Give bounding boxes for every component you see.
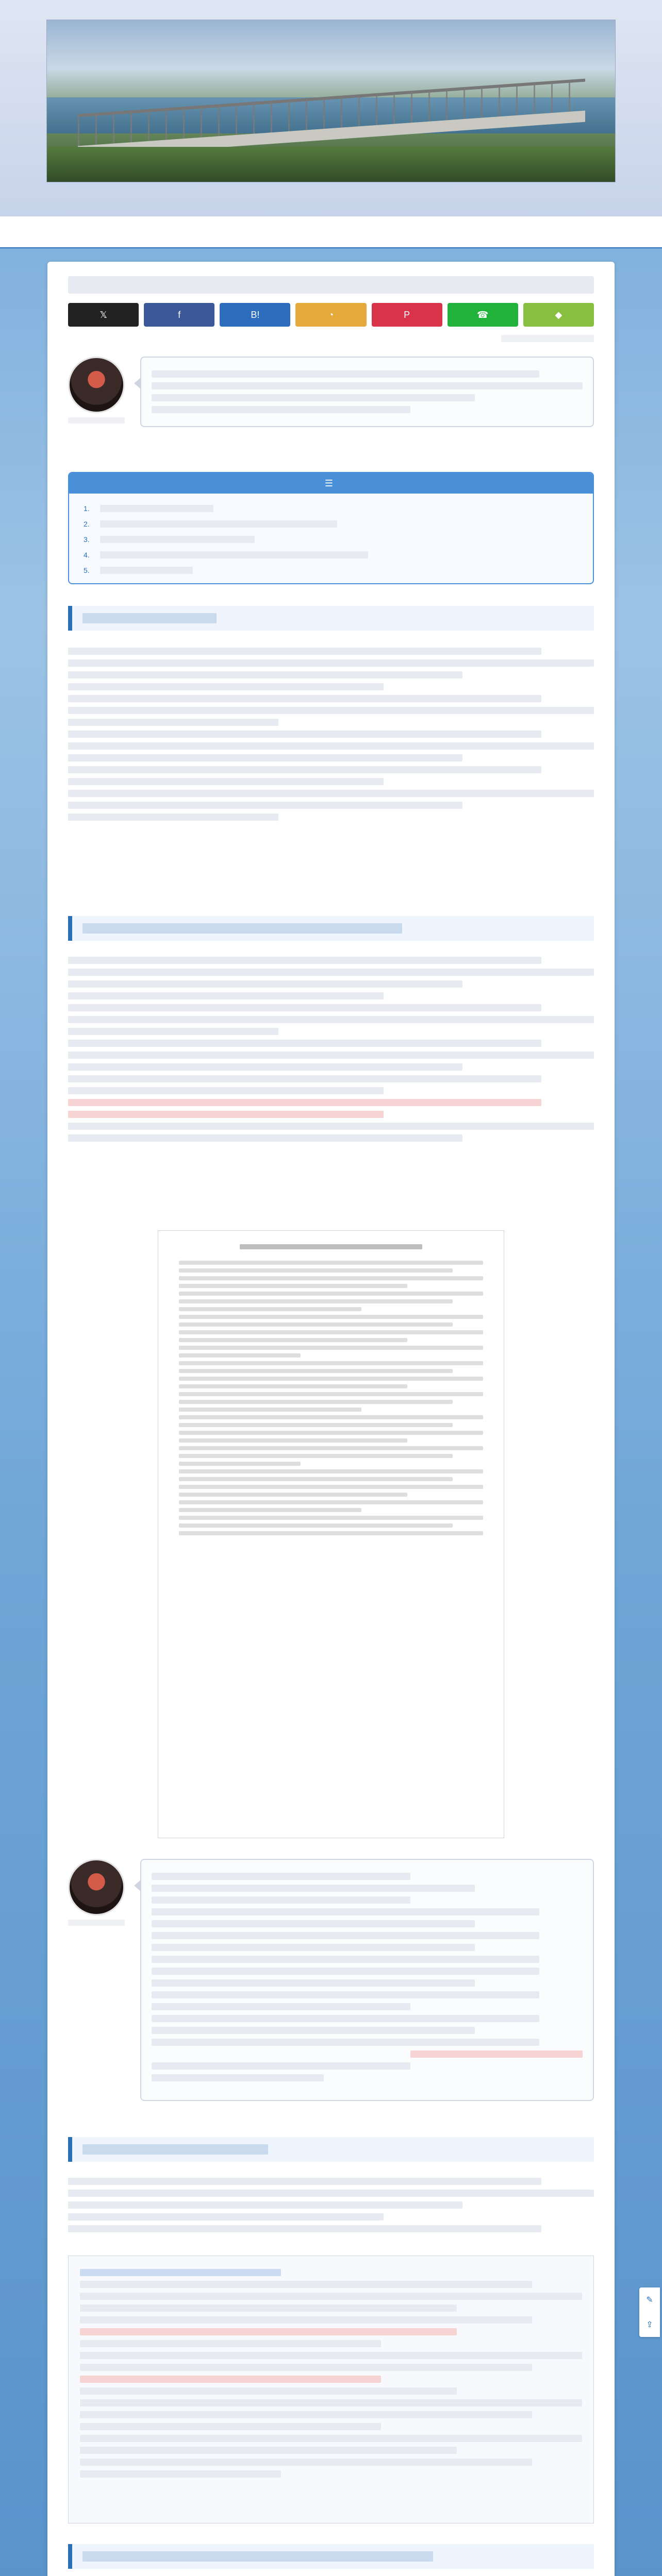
- author-balloon-budget: [68, 1859, 594, 2101]
- site-header: [0, 0, 662, 216]
- nav-item-1[interactable]: [212, 223, 258, 241]
- scanned-document-image: [158, 1230, 504, 1838]
- toc-item-number: 1.: [84, 504, 90, 513]
- list-icon: ☰: [324, 478, 334, 488]
- toc-item-5[interactable]: [84, 563, 578, 578]
- toc-item-2[interactable]: [84, 516, 578, 532]
- header-banner-image[interactable]: [46, 20, 616, 182]
- line-icon: ☎: [477, 310, 489, 320]
- toc-list: [69, 494, 593, 584]
- x-logo-icon: 𝕏: [100, 310, 107, 320]
- text-line: [152, 370, 539, 378]
- pinterest-icon: P: [404, 310, 410, 320]
- feedly-icon: ◆: [555, 310, 562, 320]
- section-1-body: [68, 643, 594, 825]
- toc-item-1[interactable]: [84, 501, 578, 516]
- share-pinterest-button[interactable]: [372, 303, 442, 327]
- banner-grass: [47, 147, 615, 182]
- floating-side-button[interactable]: [639, 2287, 660, 2337]
- share-icon[interactable]: ⇪: [646, 2320, 653, 2329]
- quoted-annual-report: [68, 2256, 594, 2523]
- pocket-icon: ◔: [328, 310, 334, 320]
- highlighted-text: [80, 2376, 381, 2383]
- speech-bubble: [140, 357, 594, 427]
- section-heading-4: [68, 2544, 594, 2569]
- author-name: [68, 417, 125, 423]
- highlighted-text: [68, 1111, 384, 1118]
- section-2-body: [68, 952, 594, 1146]
- hatena-bookmark-icon: B!: [251, 310, 260, 320]
- section-heading-3: [68, 2137, 594, 2162]
- toc-item-number: 2.: [84, 520, 90, 528]
- text-line: [152, 394, 475, 401]
- share-feedly-button[interactable]: [523, 303, 594, 327]
- facebook-icon: f: [178, 310, 181, 320]
- toc-item-number: 4.: [84, 551, 90, 559]
- toc-item-number: 5.: [84, 566, 90, 574]
- share-bar: [68, 303, 594, 327]
- speech-bubble: [140, 1859, 594, 2101]
- article-main: [47, 262, 615, 2576]
- share-line-button[interactable]: [448, 303, 518, 327]
- source-link[interactable]: [80, 2269, 281, 2276]
- text-line: [152, 382, 583, 389]
- comment-icon[interactable]: ✎: [646, 2296, 653, 2304]
- toc-toggle[interactable]: [69, 473, 593, 494]
- article-title: [68, 276, 594, 294]
- share-x-button[interactable]: [68, 303, 139, 327]
- author-name: [68, 1920, 125, 1926]
- toc-item-number: 3.: [84, 535, 90, 544]
- toc-item-3[interactable]: [84, 532, 578, 547]
- toc-item-4[interactable]: [84, 547, 578, 563]
- highlighted-text: [68, 1099, 541, 1106]
- author-avatar: [68, 357, 125, 413]
- author-avatar: [68, 1859, 125, 1916]
- highlighted-text: [80, 2328, 457, 2335]
- table-of-contents: [68, 472, 594, 584]
- nav-item-2[interactable]: [276, 223, 322, 241]
- share-hatena-button[interactable]: [220, 303, 290, 327]
- author-balloon-intro: [68, 357, 594, 460]
- nav-item-3[interactable]: [340, 223, 386, 241]
- text-line: [152, 406, 410, 413]
- post-date: [501, 335, 594, 342]
- section-heading-1: [68, 606, 594, 631]
- share-pocket-button[interactable]: [295, 303, 366, 327]
- section-heading-2: [68, 916, 594, 941]
- nav-item-4[interactable]: [404, 223, 450, 241]
- share-facebook-button[interactable]: [144, 303, 214, 327]
- highlighted-total: [410, 2050, 583, 2058]
- global-nav: [0, 216, 662, 248]
- section-3-body: [68, 2173, 594, 2237]
